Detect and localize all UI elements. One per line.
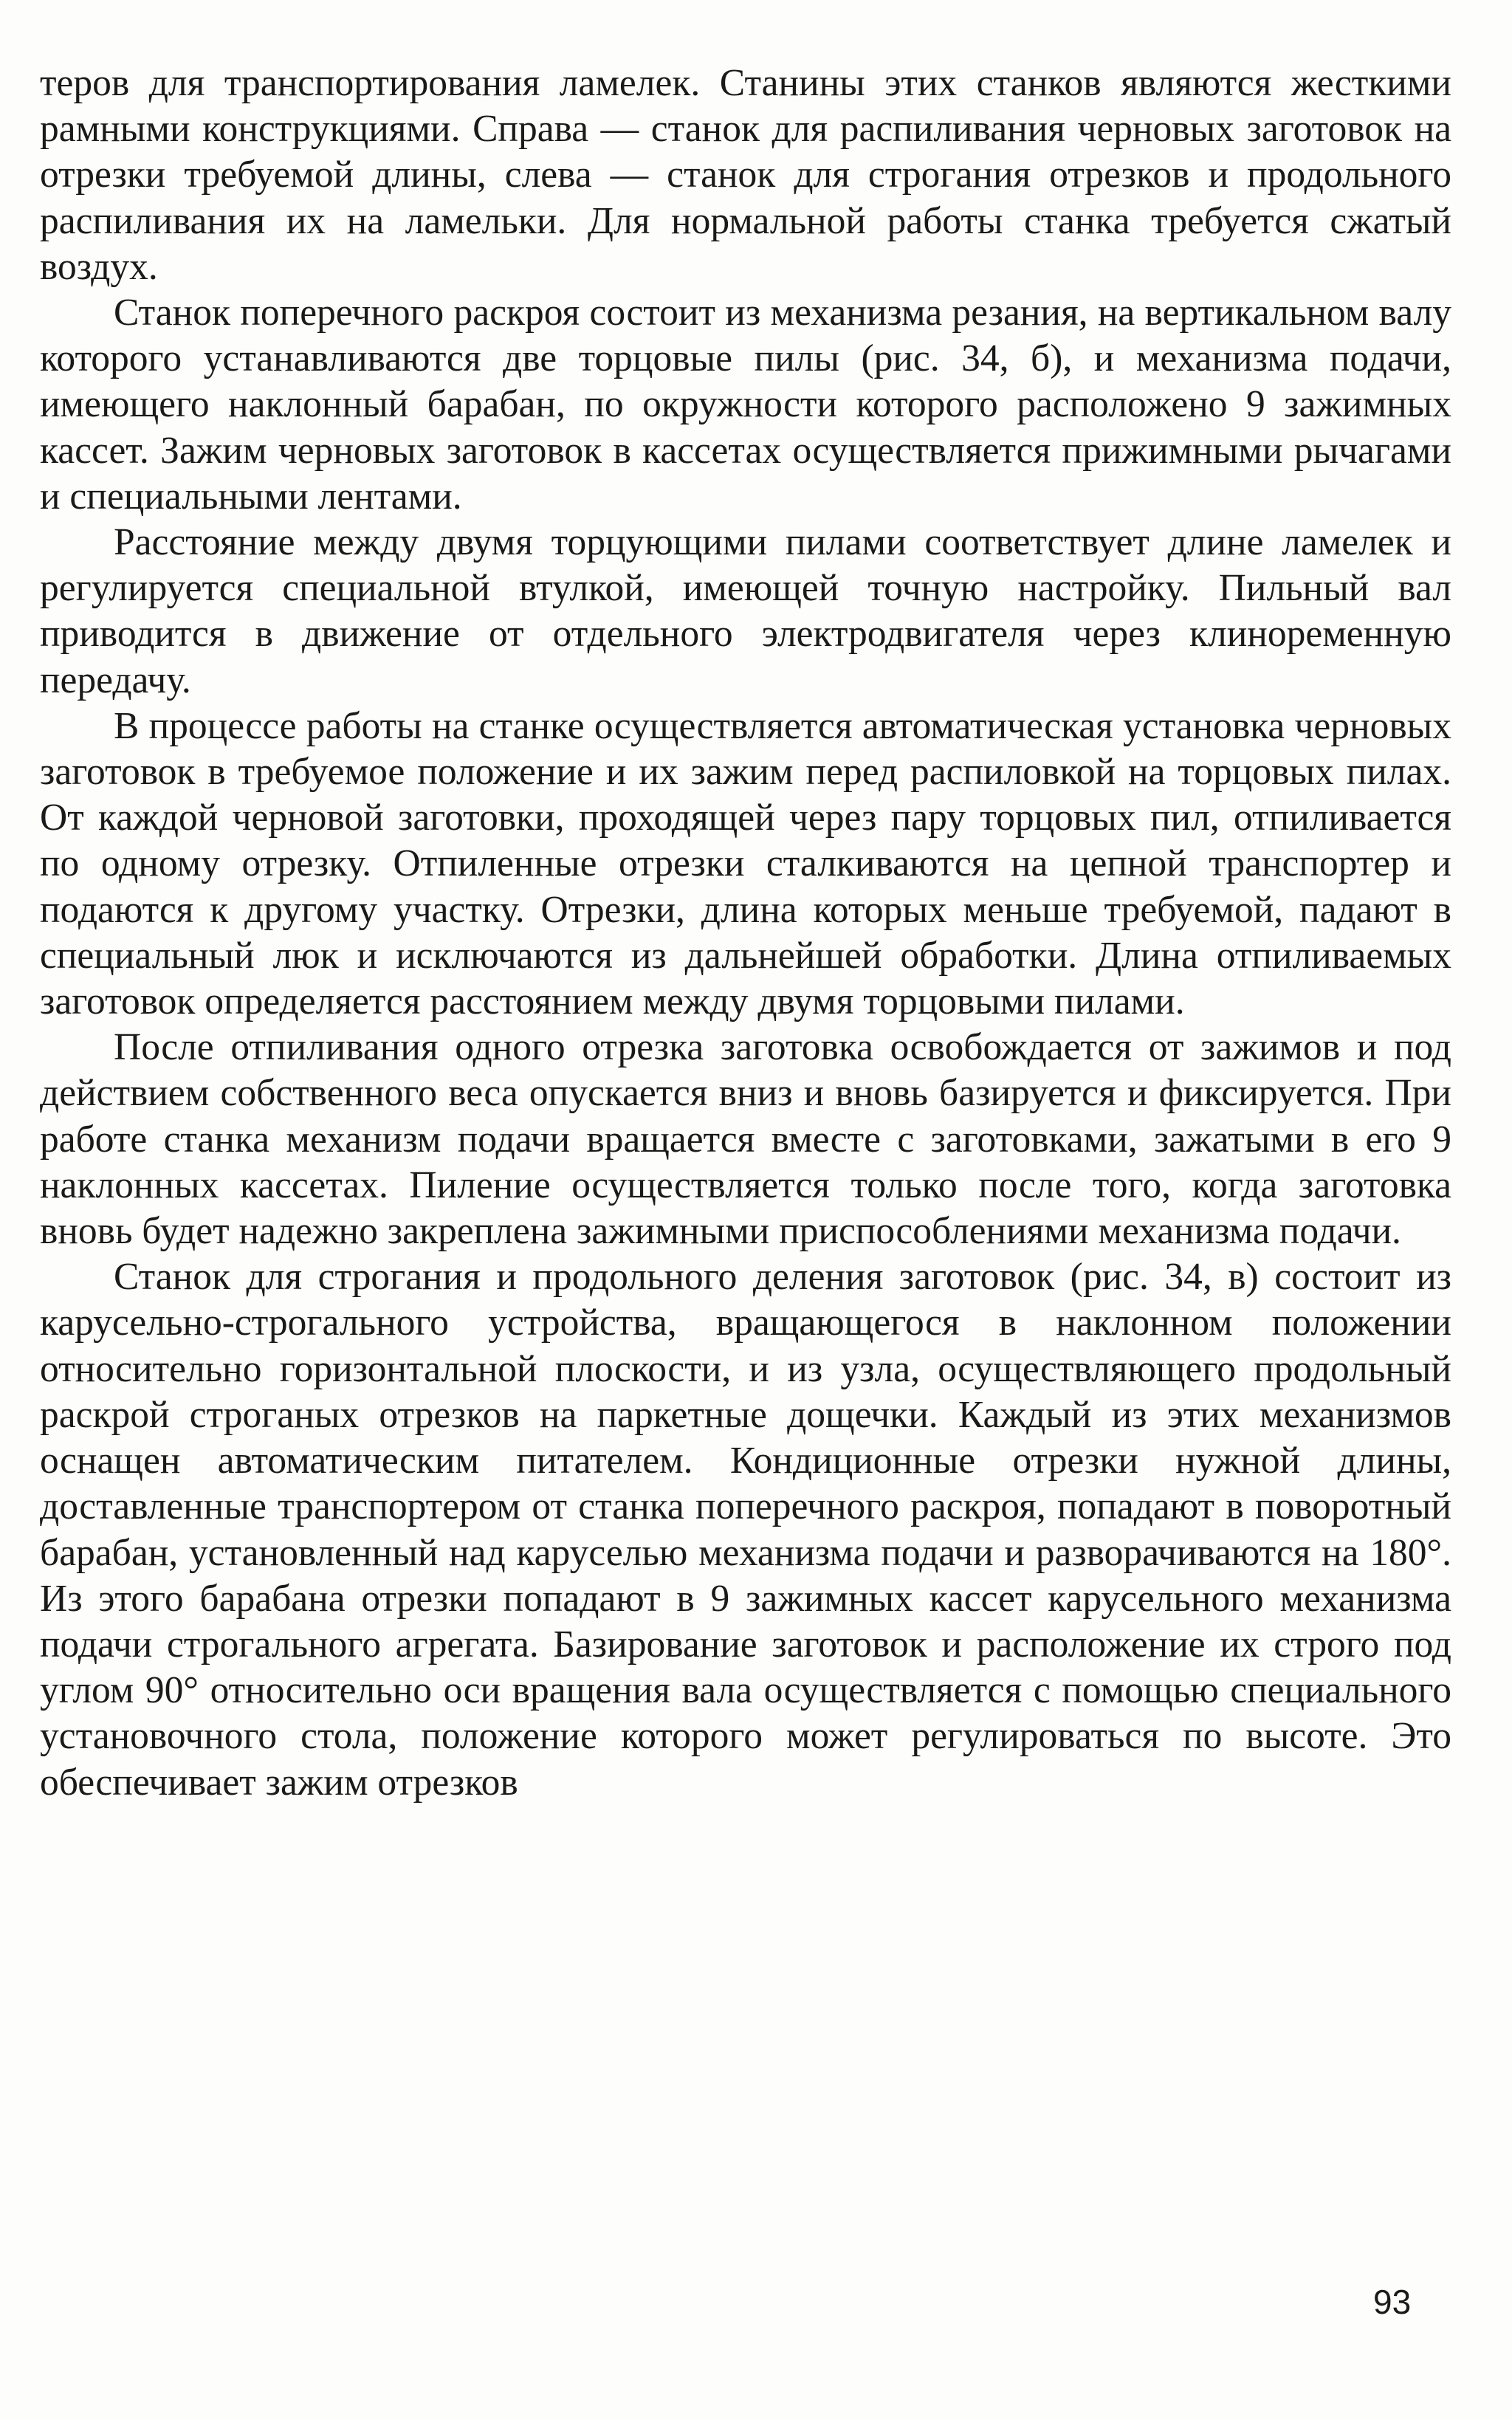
paragraph-6: Станок для строгания и продольного деления заготовок (рис. 34, в) состоит из карусельно-строгального устройства, вращающегося в наклонном положении относительно горизонтальной плоскости, и из узла, осуществляющего продольный раскрой строганых отрезков на паркетные дощечки. Каждый из этих механизмов оснащен автоматическим питателем. Кондиционные отрезки нужной длины, доставленные транспортером от станка поперечного раскроя, попадают в поворотный барабан, установленный над каруселью механизма подачи и разворачиваются на 180°. Из этого барабана отрезки попадают в 9 зажимных кассет карусельного механизма подачи строгального агрегата. Базирование заготовок и расположение их строго под углом 90° относительно оси вращения вала осуществляется с помощью специального установочного стола, положение которого может регулироваться по высоте. Это обеспечивает зажим отрезков	[40, 1256, 1451, 1804]
paragraph-1: теров для транспортирования ламелек. Станины этих станков являются жесткими рамными конструкциями. Справа — станок для распиливания черновых заготовок на отрезки требуемой длины, слева — станок для строгания отрезков и продольного распиливания их на ламельки. Для нормальной работы станка требуется сжатый воздух.	[40, 62, 1451, 288]
body-text	[40, 61, 1451, 1806]
page-number: 93	[1373, 2283, 1412, 2321]
paragraph-3: Расстояние между двумя торцующими пилами соответствует длине ламелек и регулируется специальной втулкой, имеющей точную настройку. Пильный вал приводится в движение от отдельного электродвигателя через клиноременную передачу.	[40, 521, 1451, 701]
paragraph-2: Станок поперечного раскроя состоит из механизма резания, на вертикальном валу которого устанавливаются две торцовые пилы (рис. 34, б), и механизма подачи, имеющего наклонный барабан, по окружности которого расположено 9 зажимных кассет. Зажим черновых заготовок в кассетах осуществляется прижимными рычагами и специальными лентами.	[40, 292, 1451, 518]
paragraph-5: После отпиливания одного отрезка заготовка освобождается от зажимов и под действием собственного веса опускается вниз и вновь базируется и фиксируется. При работе станка механизм подачи вращается вместе с заготовками, зажатыми в его 9 наклонных кассетах. Пиление осуществляется только после того, когда заготовка вновь будет надежно закреплена зажимными приспособлениями механизма подачи.	[40, 1026, 1451, 1253]
paragraph-4: В процессе работы на станке осуществляется автоматическая установка черновых заготовок в требуемое положение и их зажим перед распиловкой на торцовых пилах. От каждой черновой заготовки, проходящей через пару торцовых пил, отпиливается по одному отрезку. Отпиленные отрезки сталкиваются на цепной транспортер и подаются к другому участку. Отрезки, длина которых меньше требуемой, падают в специальный люк и исключаются из дальнейшей обработки. Длина отпиливаемых заготовок определяется расстоянием между двумя торцовыми пилами.	[40, 704, 1451, 1023]
